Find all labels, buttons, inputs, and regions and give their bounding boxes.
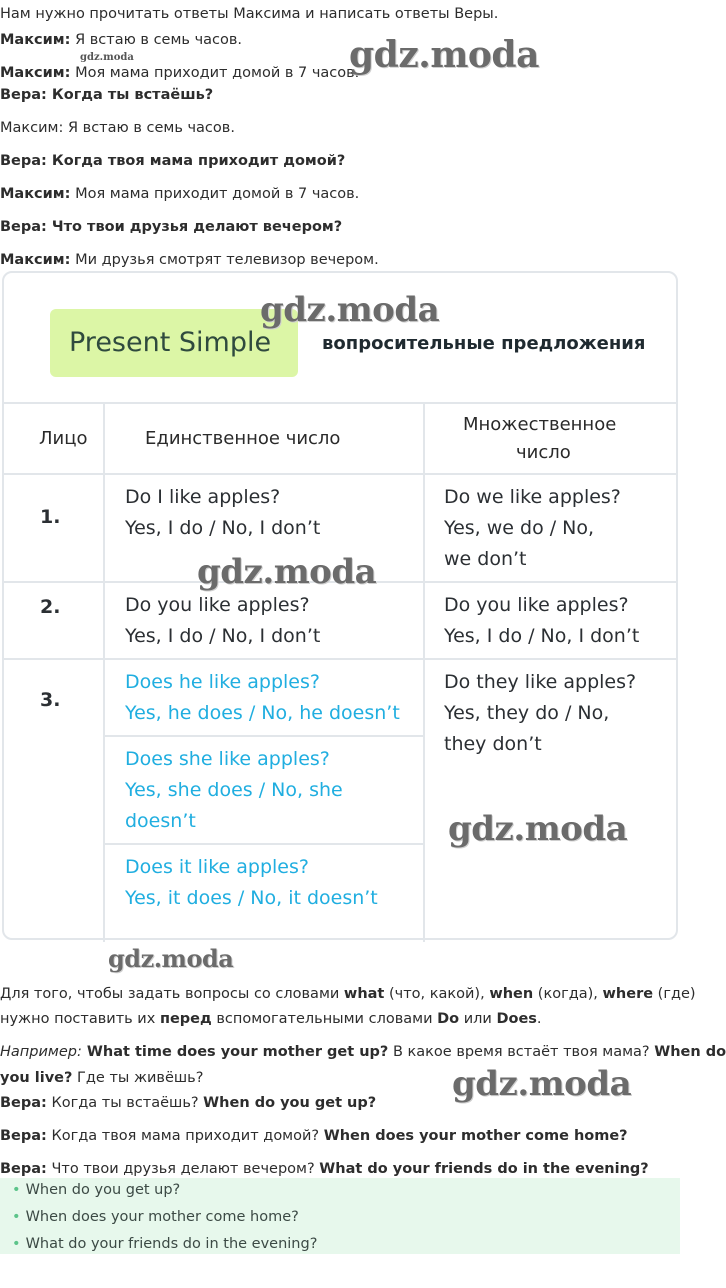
text: Для того, чтобы задать вопросы со словами [0,986,344,1002]
translation: Что твои друзья делают вечером? [46,1161,320,1177]
row-number: 2. [40,596,61,618]
cell-answer: Yes, I do / No, I don’t [125,625,321,647]
table-subtitle: вопросительные предложения [322,333,646,354]
cell-answer: Yes, it does / No, it doesn’t [125,887,378,909]
row-number: 3. [40,689,61,711]
header-plural: Множественное [463,414,617,435]
speech: Когда твоя мама приходит домой? [46,153,346,169]
header-plural: число [516,442,571,463]
example-question: What time does your mother get up? [81,1044,389,1060]
speech: Ми друзья смотрят телевизор вечером. [70,252,379,268]
explanation-line [0,985,696,1003]
dialogue-line [0,152,345,170]
speech: Я встаю в семь часов. [70,32,243,48]
watermark: gdz.moda [197,552,377,592]
speaker: Максим: [0,32,71,48]
watermark-small: gdz.moda [80,52,134,63]
cell-question: Does he like apples? [125,671,320,693]
speaker: Максим: [0,65,71,81]
speaker: Вера: [0,153,47,169]
example-line [0,1043,726,1061]
text: вспомогательными словами [211,1011,438,1027]
keyword: Does [496,1011,537,1027]
text: (когда), [533,986,603,1002]
keyword: Do [437,1011,460,1027]
bullet-icon: • [12,1236,21,1252]
keyword: what [343,986,385,1002]
text: или [459,1011,497,1027]
dialogue-line [0,64,359,82]
list-item-text: When does your mother come home? [25,1209,299,1225]
cell-answer: Yes, I do / No, I don’t [125,517,321,539]
example-translation: В какое время встаёт твоя мама? [388,1044,655,1060]
divider [423,402,425,942]
keyword: перед [159,1011,212,1027]
list-item-text: What do your friends do in the evening? [25,1236,318,1252]
speaker: Вера: [0,1095,47,1111]
divider [103,843,425,845]
text: (что, какой), [384,986,490,1002]
watermark: gdz.moda [349,34,539,76]
cell-answer: Yes, we do / No, [444,517,595,539]
cell-question: Do you like apples? [125,594,310,616]
keyword: when [489,986,534,1002]
example-line [0,1069,203,1087]
translation: Когда ты встаёшь? [46,1095,204,1111]
watermark: gdz.moda [260,290,440,330]
cell-answer: Yes, I do / No, I don’t [444,625,640,647]
cell-question: Does it like apples? [125,856,309,878]
answer-line [0,1160,649,1178]
watermark: gdz.moda [452,1064,632,1104]
cell-answer: Yes, they do / No, [444,702,610,724]
list-item [12,1209,299,1225]
speech: Моя мама приходит домой в 7 часов. [70,186,360,202]
dialogue-line [0,31,242,49]
divider [4,658,676,660]
answer-english: When does your mother come home? [323,1128,628,1144]
cell-question: Do they like apples? [444,671,637,693]
list-item [12,1182,180,1198]
header-person: Лицо [39,428,88,449]
example-label: Например: [0,1044,82,1060]
answer-list [0,1178,680,1254]
dialogue-line [0,251,379,269]
bullet-icon: • [12,1182,21,1198]
watermark: gdz.moda [108,944,234,973]
answer-line [0,1127,628,1145]
speaker: Вера: [0,219,47,235]
dialogue-line [0,185,359,203]
example-translation: Где ты живёшь? [72,1070,204,1086]
dialogue-line [0,218,342,236]
list-item-text: When do you get up? [25,1182,181,1198]
speaker: Вера: [0,1161,47,1177]
row-number: 1. [40,506,61,528]
task-text: Нам нужно прочитать ответы Максима и написать ответы Веры. [0,6,499,22]
cell-question: Do we like apples? [444,486,621,508]
explanation-line [0,1010,542,1028]
speaker: Вера: [0,87,47,103]
watermark: gdz.moda [448,809,628,849]
cell-answer: they don’t [444,733,542,755]
speech: Что твои друзья делают вечером? [46,219,343,235]
example-question: you live? [0,1070,73,1086]
text: (где) [653,986,696,1002]
list-item [12,1236,317,1252]
cell-question: Does she like apples? [125,748,330,770]
translation: Когда твоя мама приходит домой? [46,1128,324,1144]
speech: Когда ты встаёшь? [46,87,214,103]
divider [103,735,425,737]
speaker: Максим: [0,252,71,268]
divider [4,473,676,475]
cell-answer: doesn’t [125,810,196,832]
cell-question: Do you like apples? [444,594,629,616]
bullet-icon: • [12,1209,21,1225]
dialogue-line [0,86,213,104]
dialogue-line [0,119,235,137]
cell-question: Do I like apples? [125,486,281,508]
speaker: Максим: [0,120,64,136]
text: . [536,1011,542,1027]
text: нужно поставить их [0,1011,160,1027]
keyword: where [602,986,654,1002]
example-question: When do [654,1044,726,1060]
cell-answer: Yes, he does / No, he doesn’t [125,702,400,724]
cell-answer: we don’t [444,548,527,570]
speaker: Максим: [0,186,71,202]
speech: Я встаю в семь часов. [63,120,235,136]
speaker: Вера: [0,1128,47,1144]
tense-badge: Present Simple [50,309,298,377]
speech: Моя мама приходит домой в 7 часов. [70,65,360,81]
divider [103,402,105,942]
cell-answer: Yes, she does / No, she [125,779,343,801]
answer-english: When do you get up? [203,1095,377,1111]
header-singular: Единственное число [145,428,341,449]
answer-english: What do your friends do in the evening? [319,1161,649,1177]
answer-line [0,1094,376,1112]
